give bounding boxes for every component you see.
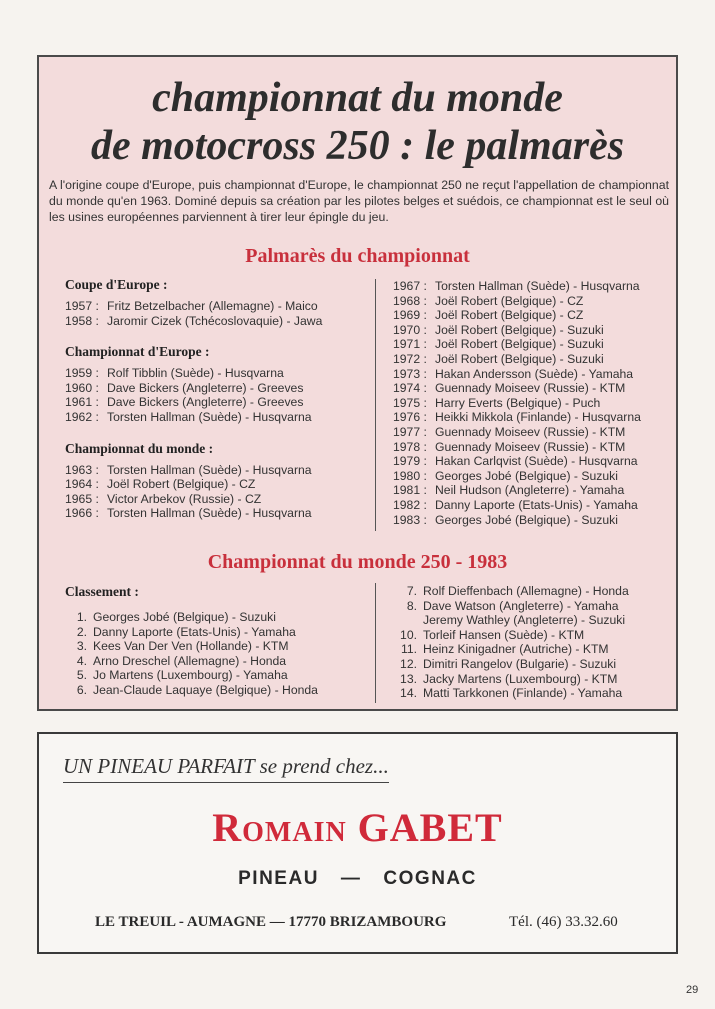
- rank: 12.: [400, 656, 417, 671]
- list-item: [65, 314, 365, 329]
- rider: Danny Laporte (Etats-Unis) - Yamaha: [93, 624, 296, 639]
- year: 1973 :: [393, 366, 427, 381]
- group-coupe-europe: [65, 277, 365, 328]
- rider: Jeremy Wathley (Angleterre) - Suzuki: [423, 613, 626, 628]
- list-item: [393, 381, 678, 396]
- list-item: [393, 628, 678, 643]
- list-item: [393, 686, 678, 701]
- list-item: [65, 506, 365, 521]
- list-item: [65, 654, 365, 669]
- rider: Heinz Kinigadner (Autriche) - KTM: [423, 642, 609, 657]
- year: 1960 :: [65, 380, 99, 395]
- winner: Dave Bickers (Angleterre) - Greeves: [107, 395, 304, 410]
- ad-products: [39, 868, 676, 890]
- year: 1968 :: [393, 293, 427, 308]
- year: 1963 :: [65, 462, 99, 477]
- title-line-1: championnat du monde: [152, 75, 563, 121]
- list-item: [65, 668, 365, 683]
- list-item: [393, 323, 678, 338]
- year: 1962 :: [65, 409, 99, 424]
- rank: 7.: [406, 584, 417, 598]
- list-item: [393, 440, 678, 455]
- winner: Torsten Hallman (Suède) - Husqvarna: [107, 409, 312, 424]
- winner: Dave Bickers (Angleterre) - Greeves: [107, 380, 304, 395]
- list-item: [393, 599, 678, 614]
- rider: Rolf Dieffenbach (Allemagne) - Honda: [423, 584, 629, 598]
- winner: Victor Arbekov (Russie) - CZ: [107, 491, 262, 506]
- year: 1977 :: [393, 424, 427, 439]
- product-separator: —: [340, 868, 362, 889]
- list-item: [393, 672, 678, 687]
- classement-left-column: [65, 584, 365, 698]
- year: 1961 :: [65, 395, 99, 410]
- winner: Joël Robert (Belgique) - CZ: [435, 293, 584, 308]
- rider: Arno Dreschel (Allemagne) - Honda: [93, 653, 287, 668]
- list-item: [393, 352, 678, 367]
- list-item: [65, 625, 365, 640]
- winner: Joël Robert (Belgique) - CZ: [107, 477, 256, 492]
- list-item: [65, 381, 365, 396]
- rank: 3.: [76, 639, 87, 654]
- winner: Heikki Mikkola (Finlande) - Husqvarna: [435, 410, 641, 425]
- list-item: [393, 469, 678, 484]
- list-item: [393, 483, 678, 498]
- list-item: [393, 642, 678, 657]
- year: 1970 :: [393, 322, 427, 337]
- intro-paragraph: A l'origine coupe d'Europe, puis championnat d'Europe, le championnat 250 ne reçut l'appellation de championnat du monde qu'en 1963. Dominé depuis sa création par les pilotes belges et suédois, ce championnat est le seul où les usines européennes parviennent à tirer leur épingle du jeu.: [49, 178, 669, 224]
- list-item: [65, 395, 365, 410]
- winner: Harry Everts (Belgique) - Puch: [435, 395, 601, 410]
- list-item: [393, 337, 678, 352]
- rank: 2.: [76, 624, 87, 639]
- winner: Georges Jobé (Belgique) - Suzuki: [435, 512, 618, 527]
- list-item: [393, 410, 678, 425]
- year: 1957 :: [65, 299, 99, 313]
- winner: Joël Robert (Belgique) - Suzuki: [435, 337, 604, 352]
- list-item: [393, 657, 678, 672]
- list-item: [393, 425, 678, 440]
- winner: Torsten Hallman (Suède) - Husqvarna: [107, 462, 312, 477]
- rank: 6.: [76, 682, 87, 697]
- classement-right-column: [393, 584, 678, 701]
- ad-brand: Romain GABET: [212, 805, 503, 850]
- classement-title: Championnat du monde 250 - 1983: [207, 551, 508, 573]
- year: 1976 :: [393, 410, 427, 425]
- list-item: [393, 454, 678, 469]
- winner: Guennady Moiseev (Russie) - KTM: [435, 439, 626, 454]
- column-divider: [375, 583, 376, 703]
- list-item: [65, 610, 365, 625]
- group-title: Championnat du monde :: [65, 440, 214, 456]
- list-item: [65, 366, 365, 381]
- group-title: Championnat d'Europe :: [65, 344, 210, 360]
- year: 1975 :: [393, 395, 427, 410]
- rider: Dimitri Rangelov (Bulgarie) - Suzuki: [423, 656, 617, 671]
- list-item: [65, 639, 365, 654]
- rider: Torleif Hansen (Suède) - KTM: [423, 627, 585, 642]
- list-item: [393, 294, 678, 309]
- winner: Fritz Betzelbacher (Allemagne) - Maico: [107, 299, 318, 313]
- rank: 11.: [400, 642, 417, 657]
- rider: Matti Tarkkonen (Finlande) - Yamaha: [423, 686, 623, 701]
- list-item: [393, 279, 678, 294]
- list-item: [65, 492, 365, 507]
- list-item: [393, 396, 678, 411]
- winner: Danny Laporte (Etats-Unis) - Yamaha: [435, 497, 638, 512]
- rank: 10.: [400, 627, 417, 642]
- winner: Hakan Carlqvist (Suède) - Husqvarna: [435, 454, 638, 469]
- year: 1959 :: [65, 366, 99, 381]
- ad-address: LE TREUIL - AUMAGNE — 17770 BRIZAMBOURG: [95, 914, 447, 930]
- rider: Jo Martens (Luxembourg) - Yamaha: [93, 668, 288, 683]
- palmares-left-column: [65, 277, 365, 537]
- ad-tagline: UN PINEAU PARFAIT se prend chez...: [63, 754, 389, 783]
- rank: 14.: [400, 686, 417, 701]
- classement-label: Classement :: [65, 584, 139, 599]
- winner: Jaromir Cizek (Tchécoslovaquie) - Jawa: [107, 313, 323, 328]
- rank: 4.: [76, 653, 87, 668]
- list-item: [393, 584, 678, 599]
- list-item: [393, 498, 678, 513]
- palmares-right-column: [393, 279, 678, 527]
- year: 1974 :: [393, 381, 427, 396]
- palmares-title: Palmarès du championnat: [245, 245, 470, 267]
- advertisement: [37, 732, 678, 954]
- winner: Neil Hudson (Angleterre) - Yamaha: [435, 483, 625, 498]
- product-pineau: PINEAU: [238, 868, 319, 889]
- year: 1972 :: [393, 351, 427, 366]
- palmares-panel: [37, 55, 678, 711]
- list-item: [393, 613, 678, 628]
- group-championnat-europe: [65, 344, 365, 424]
- year: 1978 :: [393, 439, 427, 454]
- group-title: Coupe d'Europe :: [65, 277, 168, 292]
- list-item: [65, 299, 365, 314]
- list-item: [393, 513, 678, 528]
- year: 1981 :: [393, 483, 427, 498]
- year: 1969 :: [393, 308, 427, 323]
- year: 1971 :: [393, 337, 427, 352]
- winner: Rolf Tibblin (Suède) - Husqvarna: [107, 366, 284, 381]
- rider: Kees Van Der Ven (Hollande) - KTM: [93, 639, 289, 654]
- winner: Georges Jobé (Belgique) - Suzuki: [435, 468, 618, 483]
- year: 1965 :: [65, 491, 99, 506]
- winner: Torsten Hallman (Suède) - Husqvarna: [107, 506, 312, 521]
- rider: Jean-Claude Laquaye (Belgique) - Honda: [93, 682, 318, 697]
- winner: Joël Robert (Belgique) - CZ: [435, 308, 584, 323]
- rank: [393, 613, 423, 628]
- ad-phone: Tél. (46) 33.32.60: [509, 914, 618, 930]
- winner: Torsten Hallman (Suède) - Husqvarna: [435, 279, 640, 293]
- rider: Dave Watson (Angleterre) - Yamaha: [423, 598, 619, 613]
- year: 1967 :: [393, 279, 427, 293]
- year: 1958 :: [65, 313, 99, 328]
- page-number: 29: [686, 984, 699, 996]
- rank: 5.: [76, 668, 87, 683]
- winner: Guennady Moiseev (Russie) - KTM: [435, 424, 626, 439]
- winner: Joël Robert (Belgique) - Suzuki: [435, 322, 604, 337]
- list-item: [393, 308, 678, 323]
- title-line-2: de motocross 250 : le palmarès: [90, 123, 625, 169]
- winner: Guennady Moiseev (Russie) - KTM: [435, 381, 626, 396]
- year: 1982 :: [393, 497, 427, 512]
- rider: Georges Jobé (Belgique) - Suzuki: [93, 610, 276, 624]
- rank: 1.: [76, 610, 87, 624]
- year: 1983 :: [393, 512, 427, 527]
- winner: Joël Robert (Belgique) - Suzuki: [435, 351, 604, 366]
- column-divider: [375, 279, 376, 531]
- list-item: [393, 367, 678, 382]
- list-item: [65, 463, 365, 478]
- rider: Jacky Martens (Luxembourg) - KTM: [423, 671, 618, 686]
- year: 1966 :: [65, 506, 99, 521]
- winner: Hakan Andersson (Suède) - Yamaha: [435, 366, 634, 381]
- list-item: [65, 410, 365, 425]
- list-item: [65, 683, 365, 698]
- product-cognac: COGNAC: [383, 868, 477, 889]
- rank: 13.: [400, 671, 417, 686]
- year: 1980 :: [393, 468, 427, 483]
- group-championnat-monde: [65, 441, 365, 521]
- rank: 8.: [406, 598, 417, 613]
- list-item: [65, 477, 365, 492]
- year: 1964 :: [65, 477, 99, 492]
- year: 1979 :: [393, 454, 427, 469]
